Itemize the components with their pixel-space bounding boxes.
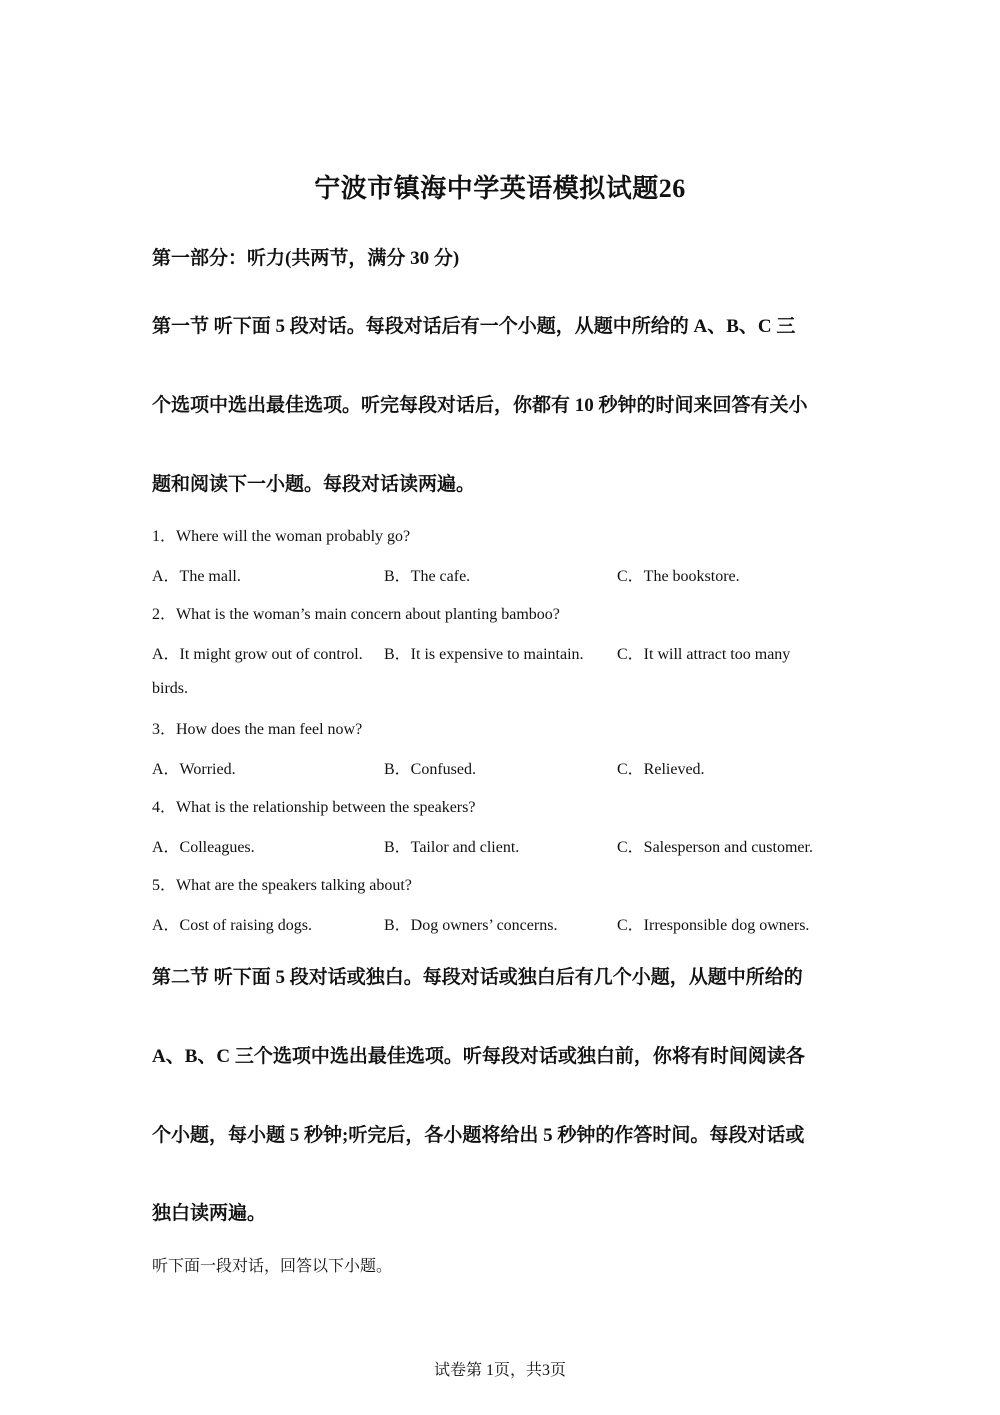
question-4-option-b: B．Tailor and client. xyxy=(384,839,520,856)
question-1-option-a: A．The mall. xyxy=(152,568,241,585)
section2-line-2: A、B、C 三个选项中选出最佳选项。听每段对话或独白前，你将有时间阅读各 xyxy=(152,1046,805,1067)
question-1-stem: 1．Where will the woman probably go? xyxy=(152,528,411,545)
question-1-option-c: C．The bookstore. xyxy=(617,568,740,585)
question-5-option-a: A．Cost of raising dogs. xyxy=(152,917,313,934)
question-2-option-b: B．It is expensive to maintain. xyxy=(384,646,584,663)
question-1-option-b: B．The cafe. xyxy=(384,568,471,585)
section2-line-4: 独白读两遍。 xyxy=(152,1203,267,1224)
section2-line-1: 第二节 听下面 5 段对话或独白。每段对话或独白后有几个小题，从题中所给的 xyxy=(152,967,803,988)
listening-instruction: 听下面一段对话，回答以下小题。 xyxy=(152,1258,393,1275)
question-5-option-c: C．Irresponsible dog owners. xyxy=(617,917,810,934)
page-footer: 试卷第 1页，共3页 xyxy=(433,1362,566,1379)
question-2-stem: 2．What is the woman’s main concern about planting bamboo? xyxy=(152,606,560,623)
question-5-option-b: B．Dog owners’ concerns. xyxy=(384,917,558,934)
section1-line-1: 第一节 听下面 5 段对话。每段对话后有一个小题，从题中所给的 A、B、C 三 xyxy=(152,316,796,337)
question-3-option-b: B．Confused. xyxy=(384,761,477,778)
question-4-stem: 4．What is the relationship between the speakers? xyxy=(152,799,476,816)
question-2-option-c: C．It will attract too many xyxy=(617,646,791,663)
question-3-option-a: A．Worried. xyxy=(152,761,236,778)
page-title: 宁波市镇海中学英语模拟试题26 xyxy=(314,174,686,203)
question-2-option-c-continuation: birds. xyxy=(152,680,188,697)
question-4-option-c: C．Salesperson and customer. xyxy=(617,839,813,856)
question-4-option-a: A．Colleagues. xyxy=(152,839,255,856)
question-2-option-a: A．It might grow out of control. xyxy=(152,646,363,663)
part-heading: 第一部分：听力(共两节，满分 30 分) xyxy=(152,248,460,269)
section2-line-3: 个小题，每小题 5 秒钟;听完后，各小题将给出 5 秒钟的作答时间。每段对话或 xyxy=(152,1125,805,1146)
question-3-stem: 3．How does the man feel now? xyxy=(152,721,363,738)
section1-line-2: 个选项中选出最佳选项。听完每段对话后，你都有 10 秒钟的时间来回答有关小 xyxy=(152,395,808,416)
section1-line-3: 题和阅读下一小题。每段对话读两遍。 xyxy=(152,474,476,495)
question-5-stem: 5．What are the speakers talking about? xyxy=(152,877,412,894)
question-3-option-c: C．Relieved. xyxy=(617,761,705,778)
